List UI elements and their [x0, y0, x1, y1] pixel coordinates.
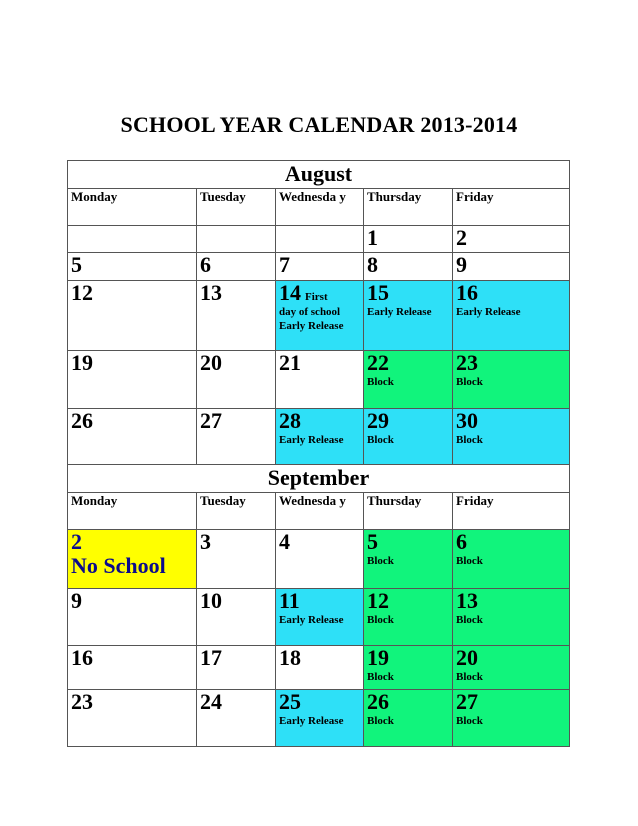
- day-number: 23: [456, 350, 478, 375]
- month-title-september: September: [68, 465, 570, 493]
- day-cell: [276, 253, 364, 281]
- day-cell-block: [364, 690, 453, 747]
- day-number: 10: [200, 588, 222, 613]
- week-row: [68, 690, 570, 747]
- day-cell: [197, 589, 276, 646]
- day-number: 26: [71, 408, 93, 433]
- calendar-table: [67, 160, 570, 747]
- day-note: Early Release: [456, 306, 521, 318]
- day-cell: [197, 409, 276, 465]
- day-number: 30: [456, 408, 478, 433]
- day-note: Block: [456, 376, 483, 388]
- weekday-thursday: Thursday: [364, 189, 453, 226]
- day-number: 19: [367, 645, 389, 670]
- day-cell: [68, 351, 197, 409]
- day-number: 14: [279, 280, 301, 305]
- day-number: 25: [279, 689, 301, 714]
- day-number: 29: [367, 408, 389, 433]
- day-note: Block: [456, 715, 483, 727]
- week-row: [68, 281, 570, 351]
- day-number: 27: [200, 408, 222, 433]
- day-cell: [453, 226, 570, 253]
- day-cell-early-release: [276, 281, 364, 351]
- day-number: 12: [367, 588, 389, 613]
- day-cell-empty: [68, 226, 197, 253]
- day-cell: [197, 281, 276, 351]
- day-number: 3: [200, 529, 211, 554]
- day-number: 4: [279, 529, 290, 554]
- weekday-thursday: Thursday: [364, 493, 453, 530]
- weekday-header-row: [68, 493, 570, 530]
- month-header-row: [68, 465, 570, 493]
- day-note: Block: [367, 671, 394, 683]
- day-cell: [197, 253, 276, 281]
- day-note: Block: [456, 671, 483, 683]
- day-cell: [68, 589, 197, 646]
- day-cell: [276, 646, 364, 690]
- week-row: [68, 351, 570, 409]
- day-cell-early-release: [276, 409, 364, 465]
- day-note: Early Release: [279, 434, 344, 446]
- day-number: 17: [200, 645, 222, 670]
- month-header-row: [68, 161, 570, 189]
- day-number: 13: [200, 280, 222, 305]
- day-cell-block: [453, 690, 570, 747]
- day-number: 6: [200, 252, 211, 277]
- week-row: [68, 226, 570, 253]
- day-cell: [68, 646, 197, 690]
- day-cell-block: [453, 589, 570, 646]
- day-note: Block: [367, 376, 394, 388]
- first-day-label: First: [305, 291, 328, 303]
- week-row: [68, 530, 570, 589]
- day-cell-block: [364, 530, 453, 589]
- day-note: Early Release: [367, 306, 432, 318]
- day-cell-block: [364, 409, 453, 465]
- weekday-friday: Friday: [453, 189, 570, 226]
- day-cell: [197, 690, 276, 747]
- day-cell: [197, 646, 276, 690]
- week-row: [68, 409, 570, 465]
- day-number: 2: [456, 225, 467, 250]
- day-cell: [276, 530, 364, 589]
- day-cell-early-release: [453, 281, 570, 351]
- weekday-tuesday: Tuesday: [197, 189, 276, 226]
- day-number: 18: [279, 645, 301, 670]
- day-number: 9: [456, 252, 467, 277]
- day-note: day of school Early Release: [279, 306, 344, 332]
- day-number: 9: [71, 588, 82, 613]
- day-cell-early-release: [364, 281, 453, 351]
- day-number: 13: [456, 588, 478, 613]
- day-cell-block: [364, 589, 453, 646]
- day-cell: [68, 409, 197, 465]
- day-number: 5: [367, 529, 378, 554]
- day-note: Block: [367, 434, 394, 446]
- day-number: 22: [367, 350, 389, 375]
- day-cell-early-release: [276, 690, 364, 747]
- month-title-august: August: [68, 161, 570, 189]
- day-number: 11: [279, 588, 300, 613]
- day-number: 27: [456, 689, 478, 714]
- day-number: 2: [71, 529, 82, 554]
- week-row: [68, 589, 570, 646]
- day-cell: [364, 226, 453, 253]
- day-number: 28: [279, 408, 301, 433]
- day-cell-no-school: [68, 530, 197, 589]
- day-cell-block: [453, 530, 570, 589]
- day-cell-block: [364, 351, 453, 409]
- day-number: 21: [279, 350, 301, 375]
- weekday-header-row: [68, 189, 570, 226]
- day-cell: [364, 253, 453, 281]
- day-cell-early-release: [276, 589, 364, 646]
- day-note: Early Release: [279, 715, 344, 727]
- week-row: [68, 253, 570, 281]
- day-number: 16: [71, 645, 93, 670]
- day-cell: [68, 690, 197, 747]
- day-note: Block: [456, 614, 483, 626]
- day-cell: [197, 351, 276, 409]
- day-number: 20: [200, 350, 222, 375]
- day-cell-empty: [276, 226, 364, 253]
- weekday-tuesday: Tuesday: [197, 493, 276, 530]
- day-note: Block: [367, 614, 394, 626]
- day-number: 24: [200, 689, 222, 714]
- day-cell: [68, 281, 197, 351]
- day-note: Block: [456, 434, 483, 446]
- day-cell-block: [453, 646, 570, 690]
- day-cell-block: [364, 646, 453, 690]
- day-number: 6: [456, 529, 467, 554]
- day-number: 16: [456, 280, 478, 305]
- day-number: 7: [279, 252, 290, 277]
- page-title: SCHOOL YEAR CALENDAR 2013-2014: [120, 112, 518, 137]
- day-cell-block: [453, 409, 570, 465]
- weekday-wednesday: Wednesda y: [276, 493, 364, 530]
- day-number: 15: [367, 280, 389, 305]
- day-note: Block: [367, 555, 394, 567]
- day-number: 26: [367, 689, 389, 714]
- day-number: 23: [71, 689, 93, 714]
- day-cell: [68, 253, 197, 281]
- day-number: 1: [367, 225, 378, 250]
- weekday-monday: Monday: [68, 189, 197, 226]
- day-cell-block: [453, 351, 570, 409]
- weekday-monday: Monday: [68, 493, 197, 530]
- day-cell-empty: [197, 226, 276, 253]
- week-row: [68, 646, 570, 690]
- day-note: Block: [456, 555, 483, 567]
- day-number: 20: [456, 645, 478, 670]
- day-cell: [453, 253, 570, 281]
- weekday-friday: Friday: [453, 493, 570, 530]
- day-cell: [197, 530, 276, 589]
- day-number: 19: [71, 350, 93, 375]
- day-number: 8: [367, 252, 378, 277]
- day-note: Early Release: [279, 614, 344, 626]
- day-note: Block: [367, 715, 394, 727]
- no-school-label: No School: [71, 553, 166, 578]
- day-number: 12: [71, 280, 93, 305]
- day-number: 5: [71, 252, 82, 277]
- weekday-wednesday: Wednesda y: [276, 189, 364, 226]
- day-cell: [276, 351, 364, 409]
